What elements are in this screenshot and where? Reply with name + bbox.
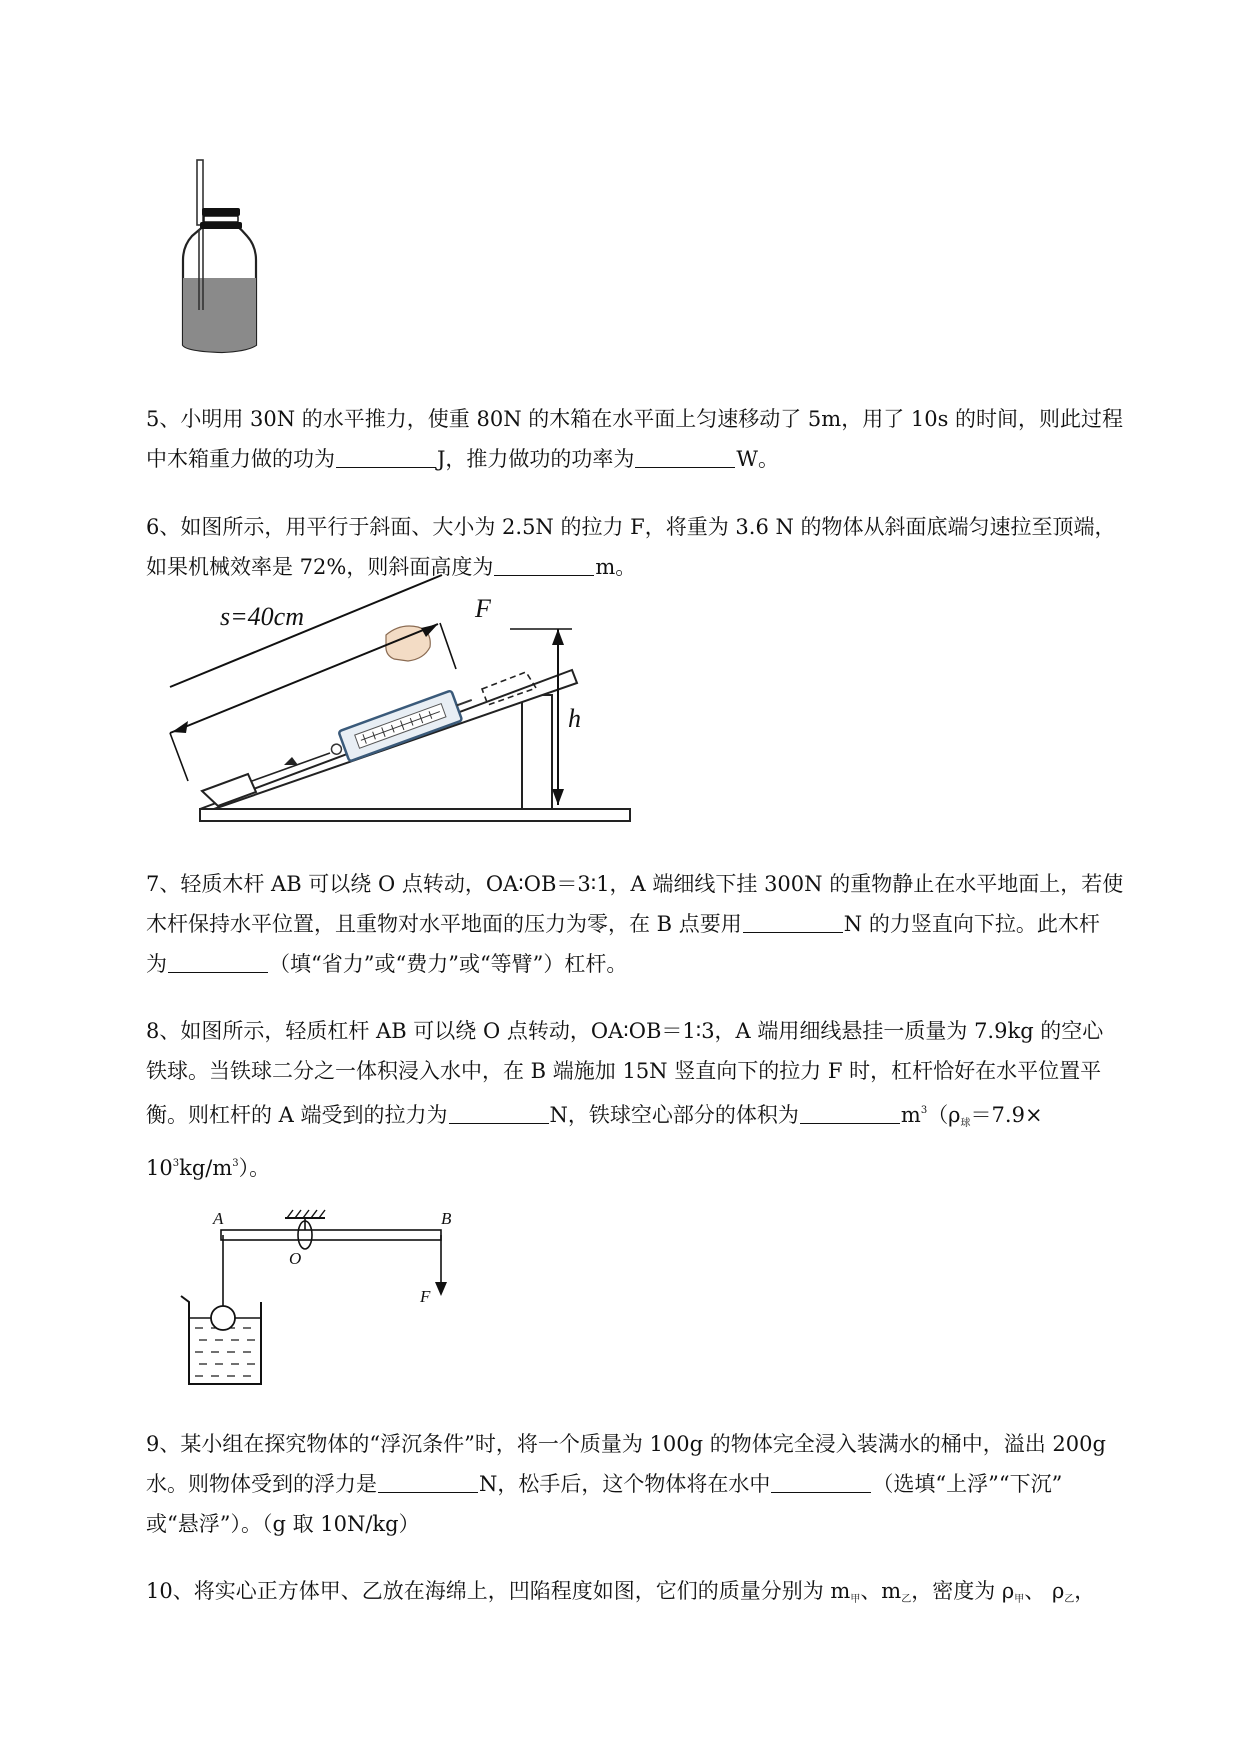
a-label: A — [213, 1209, 224, 1228]
answer-blank[interactable] — [336, 447, 436, 468]
jar-icon — [183, 160, 256, 352]
o-label: O — [289, 1249, 302, 1268]
question-9: 9、某小组在探究物体的“浮沉条件”时，将一个质量为 100g 的物体完全浸入装满水的桶中，溢出 200g 水。则物体受到的浮力是 N，松手后，这个物体将在水中 （选填“上浮”“下沉” 或“悬浮”）。（g 取 10N/kg） — [146, 1432, 1106, 1536]
answer-blank[interactable] — [449, 1103, 549, 1124]
answer-blank[interactable] — [743, 912, 843, 933]
question-8: 8、如图所示，轻质杠杆 AB 可以绕 O 点转动，OA∶OB＝1∶3，A 端用细线悬挂一质量为 7.9kg 的空心 铁球。当铁球二分之一体积浸入水中，在 B 端施加 15N 竖直向下的拉力 F 时，杠杆恰好在水平位置平 衡。则杠杆的 A 端受到的拉力为 N，铁球空心部分的体积为 $m^3(\rho_球=7.9\times$ $10^3kg/m^3$）。 — [146, 1019, 1104, 1180]
h-label: h — [568, 704, 581, 733]
answer-blank[interactable] — [378, 1472, 478, 1493]
answer-blank[interactable] — [494, 555, 594, 576]
incline-figure — [180, 594, 640, 835]
question-5: 5、小明用 30N 的水平推力，使重 80N 的木箱在水平面上匀速移动了 5m，用了 10s 的时间，则此过程 中木箱重力做的功为 J，推力做功的功率为 W。 — [146, 407, 1124, 471]
answer-blank[interactable] — [635, 447, 735, 468]
b-label: B — [441, 1209, 452, 1228]
f-label: F — [420, 1287, 431, 1306]
jar-figure — [175, 160, 275, 360]
answer-blank[interactable] — [771, 1472, 871, 1493]
s-label: s=40cm — [220, 602, 304, 631]
lever-figure — [175, 1208, 475, 1398]
question-6: 6、如图所示，用平行于斜面、大小为 2.5N 的拉力 F，将重为 3.6 N 的物体从斜面底端匀速拉至顶端， 如果机械效率是 72%，则斜面高度为 m。 — [146, 515, 1116, 579]
answer-blank[interactable] — [168, 952, 268, 973]
f-label: F — [475, 594, 491, 623]
question-10: 10、将实心正方体甲、乙放在海绵上，凹陷程度如图，它们的质量分别为 $m_甲$、$m_乙$，密度为 $\rho_甲$、 $\rho_乙$， — [146, 1579, 1096, 1605]
question-7: 7、轻质木杆 AB 可以绕 O 点转动，OA∶OB＝3∶1，A 端细线下挂 300N 的重物静止在水平地面上，若使 木杆保持水平位置，且重物对水平地面的压力为零，在 B 点要用 N 的力竖直向下拉。此木杆 为 （填“省力”或“费力”或“等臂”）杠杆。 — [146, 872, 1124, 976]
answer-blank[interactable] — [800, 1103, 900, 1124]
